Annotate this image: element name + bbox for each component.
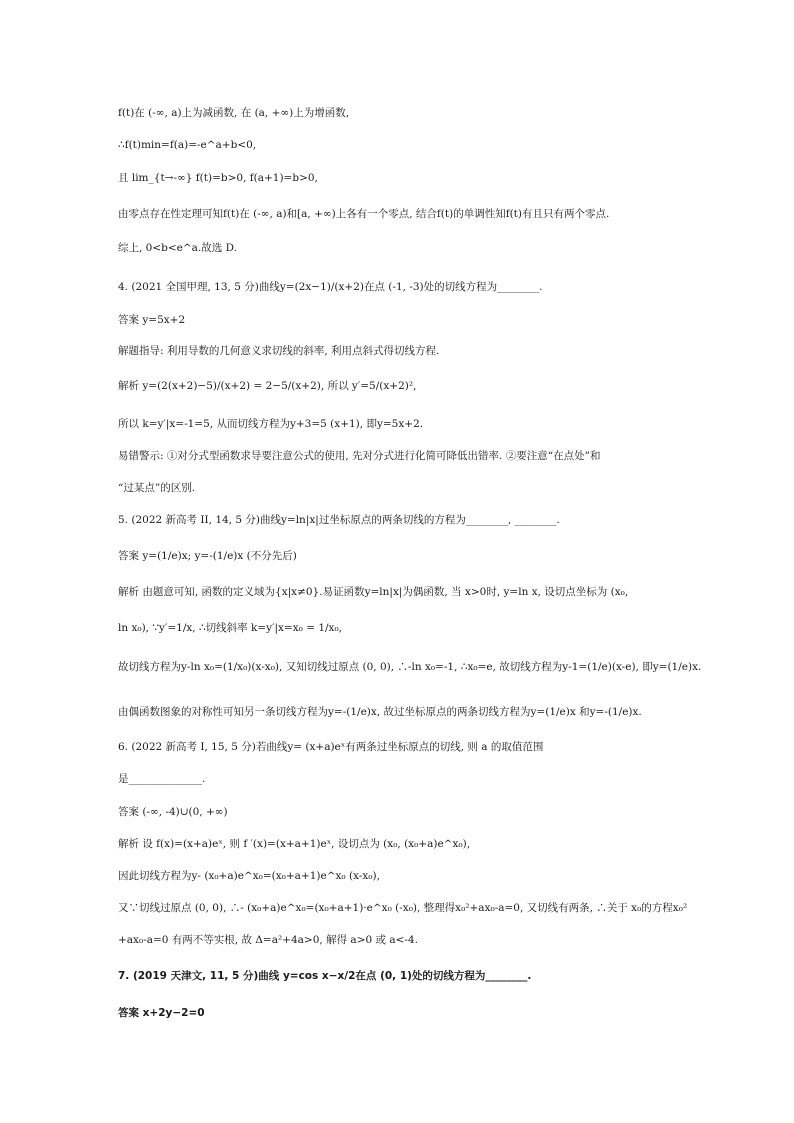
text-line: 解析 由题意可知, 函数的定义域为{x|x≠0}.易证函数y=ln|x|为偶函数, 当 x>0时, y=ln x, 设切点坐标为 (x₀, (118, 586, 629, 598)
text-line: “过某点”的区别. (118, 482, 196, 494)
text-line: 且 lim_{t→-∞} f(t)=b>0, f(a+1)=b>0, (118, 172, 318, 184)
text-line: 解析 y=(2(x+2)−5)/(x+2) = 2−5/(x+2), 所以 y′=5/(x+2)², (118, 380, 417, 392)
text-line: 因此切线方程为y- (x₀+a)e^x₀=(x₀+a+1)e^x₀ (x-x₀), (118, 870, 380, 882)
text-line: ln x₀), ∵y′=1/x, ∴切线斜率 k=y′|x=x₀ = 1/x₀, (118, 622, 343, 634)
question-6: 6. (2022 新高考 I, 15, 5 分)若曲线y= (x+a)eˣ有两条过坐标原点的切线, 则 a 的取值范围 (118, 741, 544, 753)
text-line: 又∵切线过原点 (0, 0), ∴- (x₀+a)e^x₀=(x₀+a+1)·e^x₀ (-x₀), 整理得x₀²+ax₀-a=0, 又切线有两条, ∴关于 x₀的方程x₀² (118, 902, 688, 914)
text-line: 所以 k=y′|x=-1=5, 从而切线方程为y+3=5 (x+1), 即y=5x+2. (118, 418, 424, 430)
text-line: 易错警示: ①对分式型函数求导要注意公式的使用, 先对分式进行化简可降低出错率. ②要注意“在点处”和 (118, 450, 601, 462)
answer-5: 答案 y=(1/e)x; y=-(1/e)x (不分先后) (118, 550, 297, 562)
text-line: 是______________. (118, 773, 206, 785)
text-line: 故切线方程为y-ln x₀=(1/x₀)(x-x₀), 又知切线过原点 (0, 0), ∴-ln x₀=-1, ∴x₀=e, 故切线方程为y-1=(1/e)(x-e), 即y=(1/e)x. (118, 661, 702, 673)
question-4: 4. (2021 全国甲理, 13, 5 分)曲线y=(2x−1)/(x+2)在点 (-1, -3)处的切线方程为________. (118, 281, 543, 293)
text-line: +ax₀-a=0 有两不等实根, 故 Δ=a²+4a>0, 解得 a>0 或 a<-4. (118, 934, 418, 946)
text-line: 综上, 0<b<e^a.故选 D. (118, 242, 238, 254)
answer-6: 答案 (-∞, -4)∪(0, +∞) (118, 806, 228, 818)
answer-4: 答案 y=5x+2 (118, 314, 186, 326)
question-5: 5. (2022 新高考 II, 14, 5 分)曲线y=ln|x|过坐标原点的两条切线的方程为________, ________. (118, 514, 560, 526)
question-7: 7. (2019 天津文, 11, 5 分)曲线 y=cos x−x/2在点 (0, 1)处的切线方程为________. (118, 970, 532, 982)
text-line: 解题指导: 利用导数的几何意义求切线的斜率, 利用点斜式得切线方程. (118, 345, 440, 357)
answer-7: 答案 x+2y−2=0 (118, 1007, 205, 1019)
text-line: 由零点存在性定理可知f(t)在 (-∞, a)和[a, +∞)上各有一个零点, 结合f(t)的单调性知f(t)有且只有两个零点. (118, 208, 610, 220)
text-line: f(t)在 (-∞, a)上为减函数, 在 (a, +∞)上为增函数, (118, 107, 350, 119)
text-line: 由偶函数图象的对称性可知另一条切线方程为y=-(1/e)x, 故过坐标原点的两条切线方程为y=(1/e)x 和y=-(1/e)x. (118, 706, 642, 718)
text-line: ∴f(t)min=f(a)=-e^a+b<0, (118, 139, 257, 151)
text-line: 解析 设 f(x)=(x+a)eˣ, 则 f ′(x)=(x+a+1)eˣ, 设切点为 (x₀, (x₀+a)e^x₀), (118, 838, 471, 850)
